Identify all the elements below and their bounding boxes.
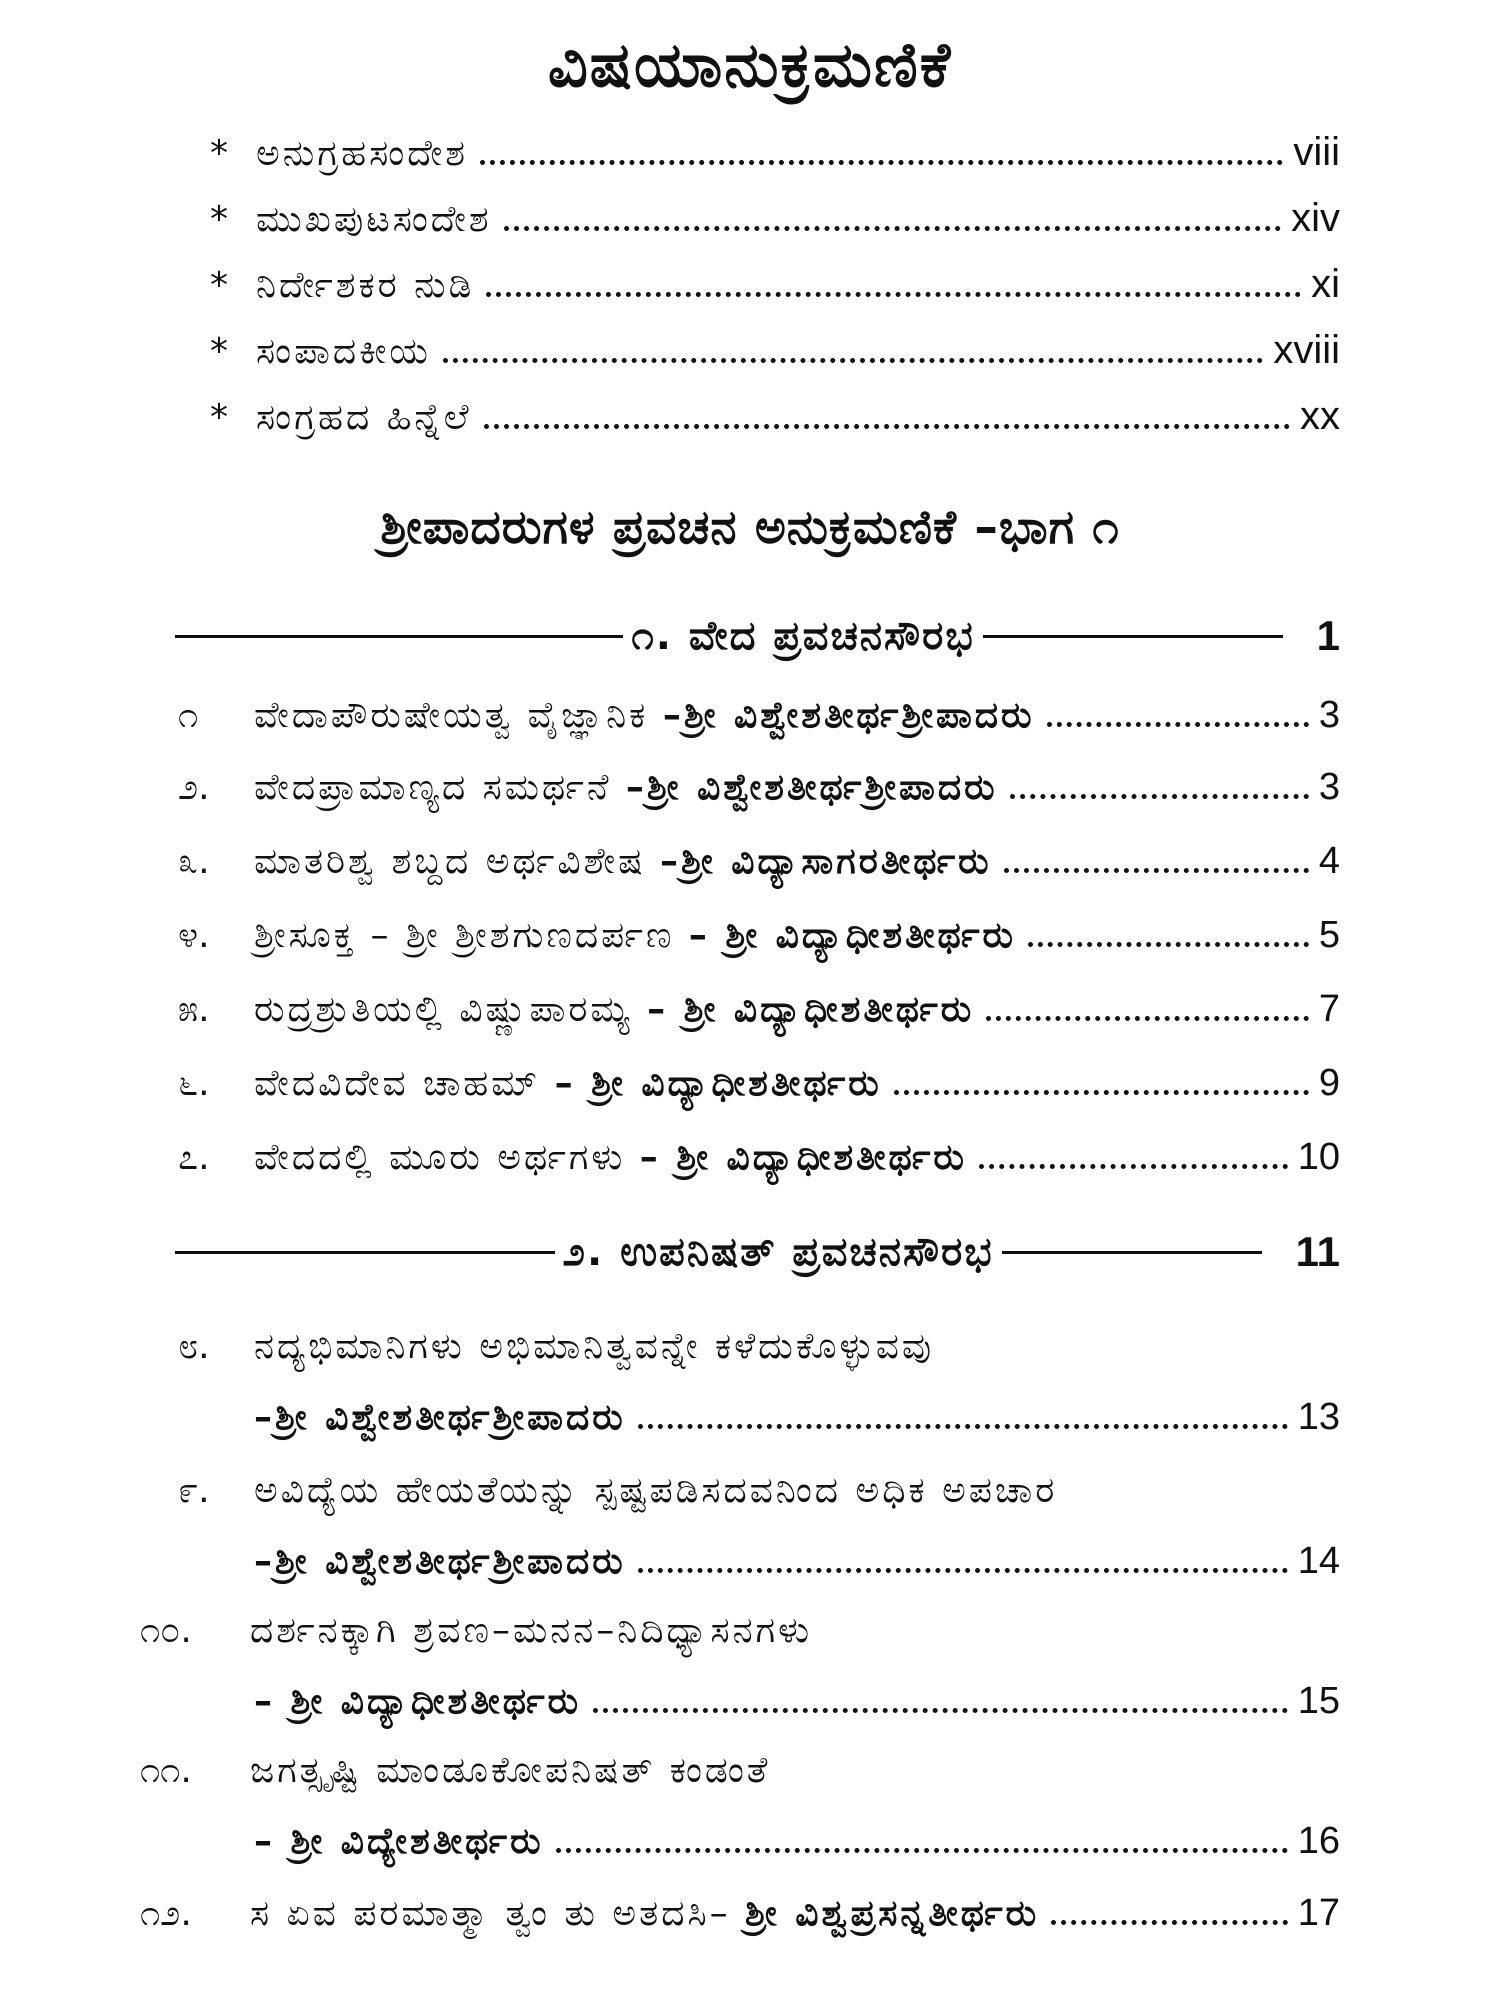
toc-entry[interactable] (178, 914, 1340, 957)
entry-number: ೧೦. (140, 1610, 192, 1651)
toc-entry[interactable] (140, 1892, 1340, 1935)
bullet-star-icon: * (210, 397, 231, 438)
page-number: 16 (1297, 1820, 1340, 1862)
entry-number: ೧ (178, 695, 199, 736)
toc-entry[interactable] (178, 694, 1340, 737)
front-matter-row[interactable] (210, 262, 1340, 307)
page-number: 5 (1318, 914, 1340, 956)
dot-leader (484, 424, 1290, 429)
bullet-star-icon: * (210, 133, 231, 174)
entry-title: ನಿರ್ದೇಶಕರ ನುಡಿ (256, 265, 475, 306)
entry-title: ವೇದಪ್ರಾಮಾಣ್ಯದ ಸಮರ್ಥನೆ (254, 767, 612, 808)
page-title: ವಿಷಯಾನುಕ್ರಮಣಿಕೆ (547, 28, 953, 101)
entry-author: – ಶ್ರೀ ವಿದ್ಯಾಧೀಶತೀರ್ಥರು (639, 1137, 967, 1178)
dot-leader (638, 1424, 1288, 1429)
dot-leader (1004, 868, 1309, 873)
heading-rule (1002, 1251, 1262, 1254)
entry-number: ೬. (178, 1063, 210, 1104)
page-number: xx (1300, 394, 1340, 438)
entry-author: – ಶ್ರೀ ವಿದ್ಯೇಶತೀರ್ಥರು (254, 1821, 544, 1862)
entry-title: ವೇದವಿದೇವ ಚಾಹಮ್ (254, 1063, 541, 1104)
entry-title: ಅನುಗ್ರಹಸಂದೇಶ (256, 133, 468, 174)
page-number: 3 (1318, 766, 1340, 808)
dot-leader (556, 1848, 1288, 1853)
heading-rule (175, 635, 623, 638)
entry-title: ದರ್ಶನಕ್ಕಾಗಿ ಶ್ರವಣ–ಮನನ–ನಿದಿಧ್ಯಾಸನಗಳು (250, 1610, 813, 1651)
entry-title: ಮುಖಪುಟಸಂದೇಶ (256, 199, 492, 240)
toc-entry[interactable] (254, 1396, 1340, 1439)
bullet-star-icon: * (210, 331, 231, 372)
entry-author: –ಶ್ರೀ ವಿಶ್ವೇಶತೀರ್ಥಶ್ರೀಪಾದರು (254, 1397, 626, 1438)
page-number: 3 (1318, 694, 1340, 736)
page-number: xi (1311, 262, 1340, 306)
dot-leader (443, 358, 1263, 363)
entry-title: ರುದ್ರಶ್ರುತಿಯಲ್ಲಿ ವಿಷ್ಣುಪಾರಮ್ಯ (254, 989, 633, 1030)
page-number: xiv (1291, 196, 1340, 240)
entry-number: ೫. (178, 989, 210, 1030)
dot-leader (986, 1016, 1309, 1021)
toc-entry-title-line[interactable] (178, 1470, 1057, 1512)
toc-entry[interactable] (178, 1136, 1340, 1179)
entry-title: ವೇದಾಪೌರುಷೇಯತ್ವ ವೈಜ್ಞಾನಿಕ (254, 695, 649, 736)
entry-title: ಮಾತರಿಶ್ವ ಶಬ್ದದ ಅರ್ಥವಿಶೇಷ (254, 841, 646, 882)
entry-title: ವೇದದಲ್ಲಿ ಮೂರು ಅರ್ಥಗಳು (254, 1137, 626, 1178)
dot-leader (1028, 942, 1309, 947)
toc-entry[interactable] (178, 840, 1340, 883)
toc-entry[interactable] (254, 1680, 1340, 1723)
section-heading[interactable] (175, 1228, 1340, 1276)
entry-title: ಸಂಗ್ರಹದ ಹಿನ್ನೆಲೆ (256, 397, 472, 438)
dot-leader (894, 1090, 1309, 1095)
entry-title: ನದ್ಯಭಿಮಾನಿಗಳು ಅಭಿಮಾನಿತ್ವವನ್ನೇ ಕಳೆದುಕೊಳ್ಳುವವು (254, 1326, 935, 1367)
section-heading[interactable] (175, 612, 1340, 660)
dot-leader (979, 1164, 1288, 1169)
entry-title: ಶ್ರೀಸೂಕ್ತ – ಶ್ರೀ ಶ್ರೀಶಗುಣದರ್ಪಣ (254, 915, 675, 956)
front-matter-row[interactable] (210, 196, 1340, 241)
entry-author: ಶ್ರೀ ವಿಶ್ವಪ್ರಸನ್ನತೀರ್ಥರು (745, 1893, 1040, 1934)
entry-number: ೭. (178, 1137, 210, 1178)
bullet-star-icon: * (210, 199, 231, 240)
entry-title: ಸ ಏವ ಪರಮಾತ್ಮಾ ತ್ವಂ ತು ಅತದಸಿ– (250, 1893, 731, 1934)
page-number: 14 (1297, 1540, 1340, 1582)
page-number: 11 (1295, 1228, 1340, 1275)
entry-author: –ಶ್ರೀ ವಿಶ್ವೇಶತೀರ್ಥಶ್ರೀಪಾದರು (625, 767, 998, 808)
page-number: 17 (1297, 1892, 1340, 1934)
entry-title: ಸಂಪಾದಕೀಯ (256, 331, 431, 372)
page-number: 1 (1316, 612, 1340, 659)
section-title: ೨. ಉಪನಿಷತ್ ಪ್ರವಚನಸೌರಭ (562, 1229, 994, 1275)
page-number: xviii (1273, 328, 1340, 372)
entry-title: ಜಗತ್ಸೃಷ್ಟಿ ಮಾಂಡೂಕೋಪನಿಷತ್ ಕಂಡಂತೆ (250, 1750, 771, 1791)
front-matter-row[interactable] (210, 130, 1340, 175)
toc-entry[interactable] (178, 1062, 1340, 1105)
dot-leader (480, 160, 1283, 165)
page-number: 7 (1318, 988, 1340, 1030)
front-matter-row[interactable] (210, 328, 1340, 373)
entry-number: ೮. (178, 1326, 210, 1367)
entry-number: ೨. (178, 767, 210, 808)
toc-entry-title-line[interactable] (140, 1750, 770, 1792)
front-matter-row[interactable] (210, 394, 1340, 439)
toc-entry[interactable] (254, 1540, 1340, 1583)
page-number: 4 (1318, 840, 1340, 882)
heading-rule (983, 635, 1283, 638)
page-number: 10 (1297, 1136, 1340, 1178)
dot-leader (638, 1568, 1288, 1573)
page-number: 9 (1318, 1062, 1340, 1104)
entry-title: ಅವಿದ್ಯೆಯ ಹೇಯತೆಯನ್ನು ಸ್ಪಷ್ಟಪಡಿಸದವನಿಂದ ಅಧಿಕ ಅಪಚಾರ (254, 1470, 1058, 1511)
entry-author: – ಶ್ರೀ ವಿದ್ಯಾಧೀಶತೀರ್ಥರು (254, 1681, 582, 1722)
entry-author: –ಶ್ರೀ ವಿದ್ಯಾಸಾಗರತೀರ್ಥರು (660, 841, 992, 882)
page-number: 13 (1297, 1396, 1340, 1438)
toc-entry[interactable] (178, 766, 1340, 809)
dot-leader (486, 292, 1301, 297)
bullet-star-icon: * (210, 265, 231, 306)
page-number: 15 (1297, 1680, 1340, 1722)
section-title: ೧. ವೇದ ಪ್ರವಚನಸೌರಭ (631, 613, 975, 659)
entry-number: ೧೨. (140, 1893, 192, 1934)
toc-entry[interactable] (178, 988, 1340, 1031)
entry-author: –ಶ್ರೀ ವಿಶ್ವೇಶತೀರ್ಥಶ್ರೀಪಾದರು (254, 1541, 626, 1582)
entry-author: – ಶ್ರೀ ವಿದ್ಯಾಧೀಶತೀರ್ಥರು (647, 989, 975, 1030)
entry-number: ೯. (178, 1470, 210, 1511)
dot-leader (504, 226, 1282, 231)
heading-rule (175, 1251, 555, 1254)
toc-entry-title-line[interactable] (140, 1610, 812, 1652)
part-subtitle: ಶ್ರೀಪಾದರುಗಳ ಪ್ರವಚನ ಅನುಕ್ರಮಣಿಕೆ –ಭಾಗ ೧ (380, 500, 1120, 555)
dot-leader (1010, 794, 1309, 799)
entry-number: ೪. (178, 915, 210, 956)
entry-number: ೩. (178, 841, 210, 882)
page-number: viii (1293, 130, 1340, 174)
entry-number: ೧೧. (140, 1750, 192, 1791)
toc-entry-title-line[interactable] (178, 1326, 934, 1368)
dot-leader (593, 1708, 1288, 1713)
entry-author: – ಶ್ರೀ ವಿದ್ಯಾಧೀಶತೀರ್ಥರು (688, 915, 1016, 956)
entry-author: – ಶ್ರೀ ವಿದ್ಯಾಧೀಶತೀರ್ಥರು (554, 1063, 882, 1104)
toc-entry[interactable] (254, 1820, 1340, 1863)
entry-author: –ಶ್ರೀ ವಿಶ್ವೇಶತೀರ್ಥಶ್ರೀಪಾದರು (662, 695, 1035, 736)
dot-leader (1051, 1920, 1288, 1925)
dot-leader (1047, 722, 1309, 727)
